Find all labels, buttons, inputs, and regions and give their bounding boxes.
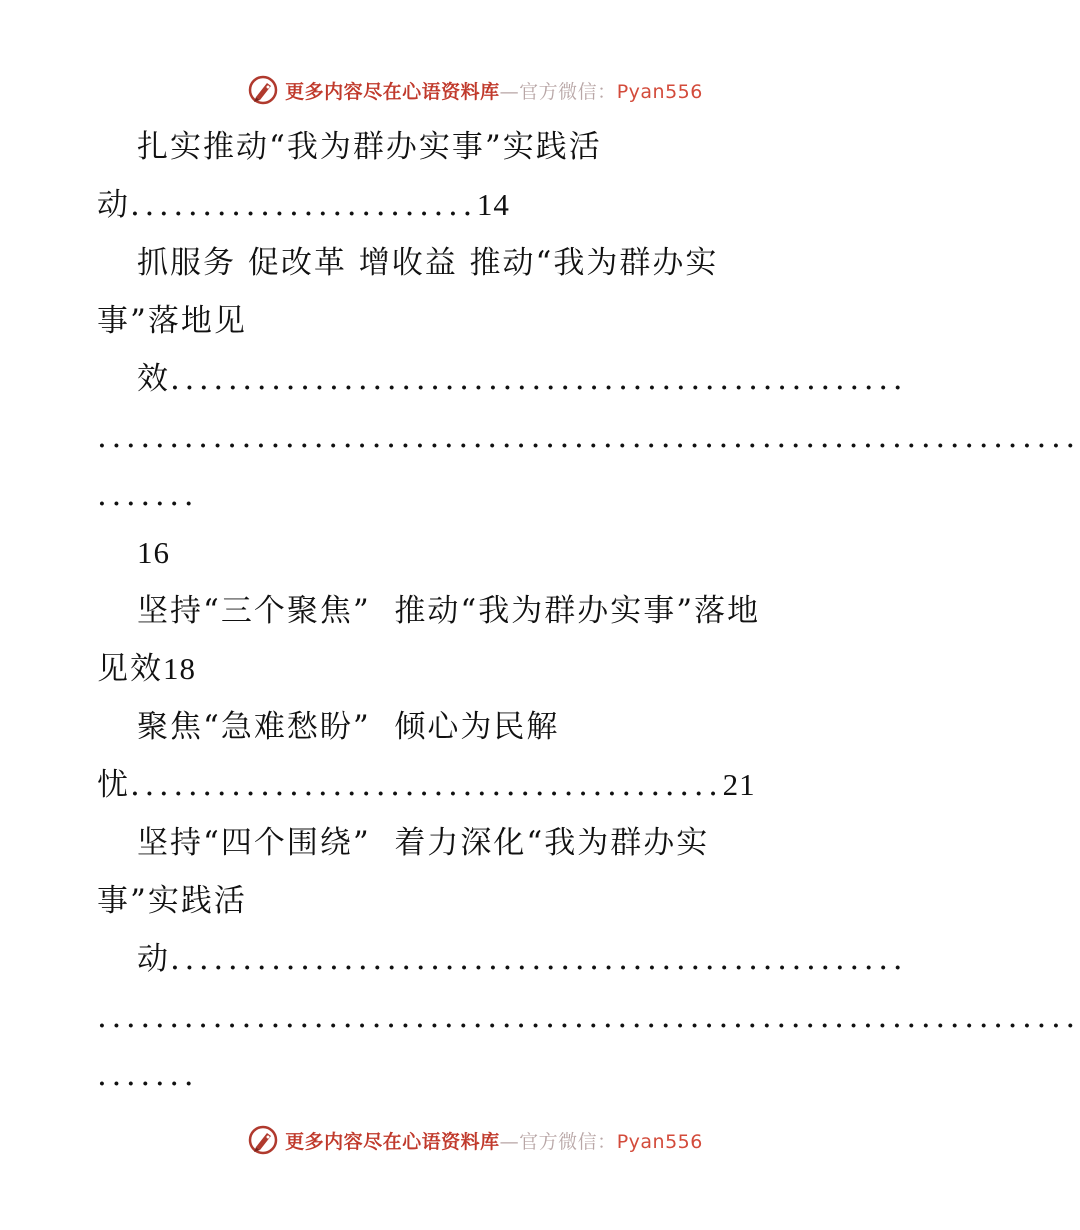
toc-entry-1-leader-line[interactable]	[97, 185, 842, 225]
toc-entry-3-title-line2: 见效	[97, 651, 163, 687]
footer-banner	[0, 1120, 950, 1160]
toc-entry-4-leader-line[interactable]	[97, 765, 842, 805]
toc-entry-4-title-line1[interactable]: 聚焦“急难愁盼” 倾心为民解	[137, 709, 560, 745]
toc-entry-5-leader-line-3	[97, 1055, 842, 1095]
banner-slogan: 更多内容尽在心语资料库	[285, 1130, 500, 1153]
toc-entry-2-leader-line-3	[97, 475, 842, 515]
toc-entry-2-leader-line-2	[97, 417, 1080, 457]
toc-leader-dots: ........................	[130, 187, 477, 223]
toc-entry-2-title-line2[interactable]: 事”落地见	[97, 303, 247, 339]
toc-entry-2-leader-line[interactable]	[97, 359, 908, 399]
banner-text	[285, 1127, 703, 1154]
red-pen-logo-icon	[247, 74, 279, 106]
toc-entry-3-line2[interactable]	[97, 649, 842, 689]
toc-entry-1-title-line2: 动	[97, 187, 130, 223]
toc-leader-dots: ...................................................	[170, 361, 908, 397]
toc-entry-4-page: 21	[722, 767, 756, 802]
banner-text	[285, 77, 703, 104]
toc-leader-dots: ....................................................................	[97, 419, 1080, 455]
toc-entry-5-title-line2[interactable]: 事”实践活	[97, 883, 247, 919]
banner-wechat-id: Pyan556	[616, 80, 703, 103]
toc-entry-1-page: 14	[476, 187, 510, 222]
toc-entry-3-title-line1[interactable]: 坚持“三个聚焦” 推动“我为群办实事”落地	[137, 593, 761, 629]
banner-wechat-label: 官方微信：	[519, 80, 617, 103]
banner-slogan: 更多内容尽在心语资料库	[285, 80, 500, 103]
toc-leader-dots: .......	[97, 477, 199, 513]
header-banner	[0, 70, 950, 110]
red-pen-logo-icon	[247, 1124, 279, 1156]
toc-leader-dots: ....................................................................	[97, 999, 1080, 1035]
toc-entry-5-title-line1[interactable]: 坚持“四个围绕” 着力深化“我为群办实	[137, 825, 710, 861]
toc-entry-2-title-line1[interactable]: 抓服务 促改革 增收益 推动“我为群办实	[137, 245, 719, 281]
toc-entry-5-leader-line-2	[97, 997, 1080, 1037]
toc-entry-5-leader-line[interactable]	[97, 939, 908, 979]
toc-leader-dots: .......	[97, 1057, 199, 1093]
toc-entry-5-title-line3: 动	[137, 941, 170, 977]
toc-entry-2-title-line3: 效	[137, 361, 170, 397]
banner-separator: —	[499, 80, 520, 103]
toc-entry-3-page: 18	[163, 651, 196, 686]
toc-leader-dots: .........................................	[130, 767, 723, 803]
banner-wechat-id: Pyan556	[616, 1130, 703, 1153]
banner-separator: —	[499, 1130, 520, 1153]
toc-entry-4-title-line2: 忧	[97, 767, 130, 803]
toc-entry-2-page[interactable]: 16	[137, 535, 170, 570]
toc-entry-1-title-line1[interactable]: 扎实推动“我为群办实事”实践活	[137, 129, 602, 165]
toc-leader-dots: ...................................................	[170, 941, 908, 977]
banner-wechat-label: 官方微信：	[519, 1130, 617, 1153]
